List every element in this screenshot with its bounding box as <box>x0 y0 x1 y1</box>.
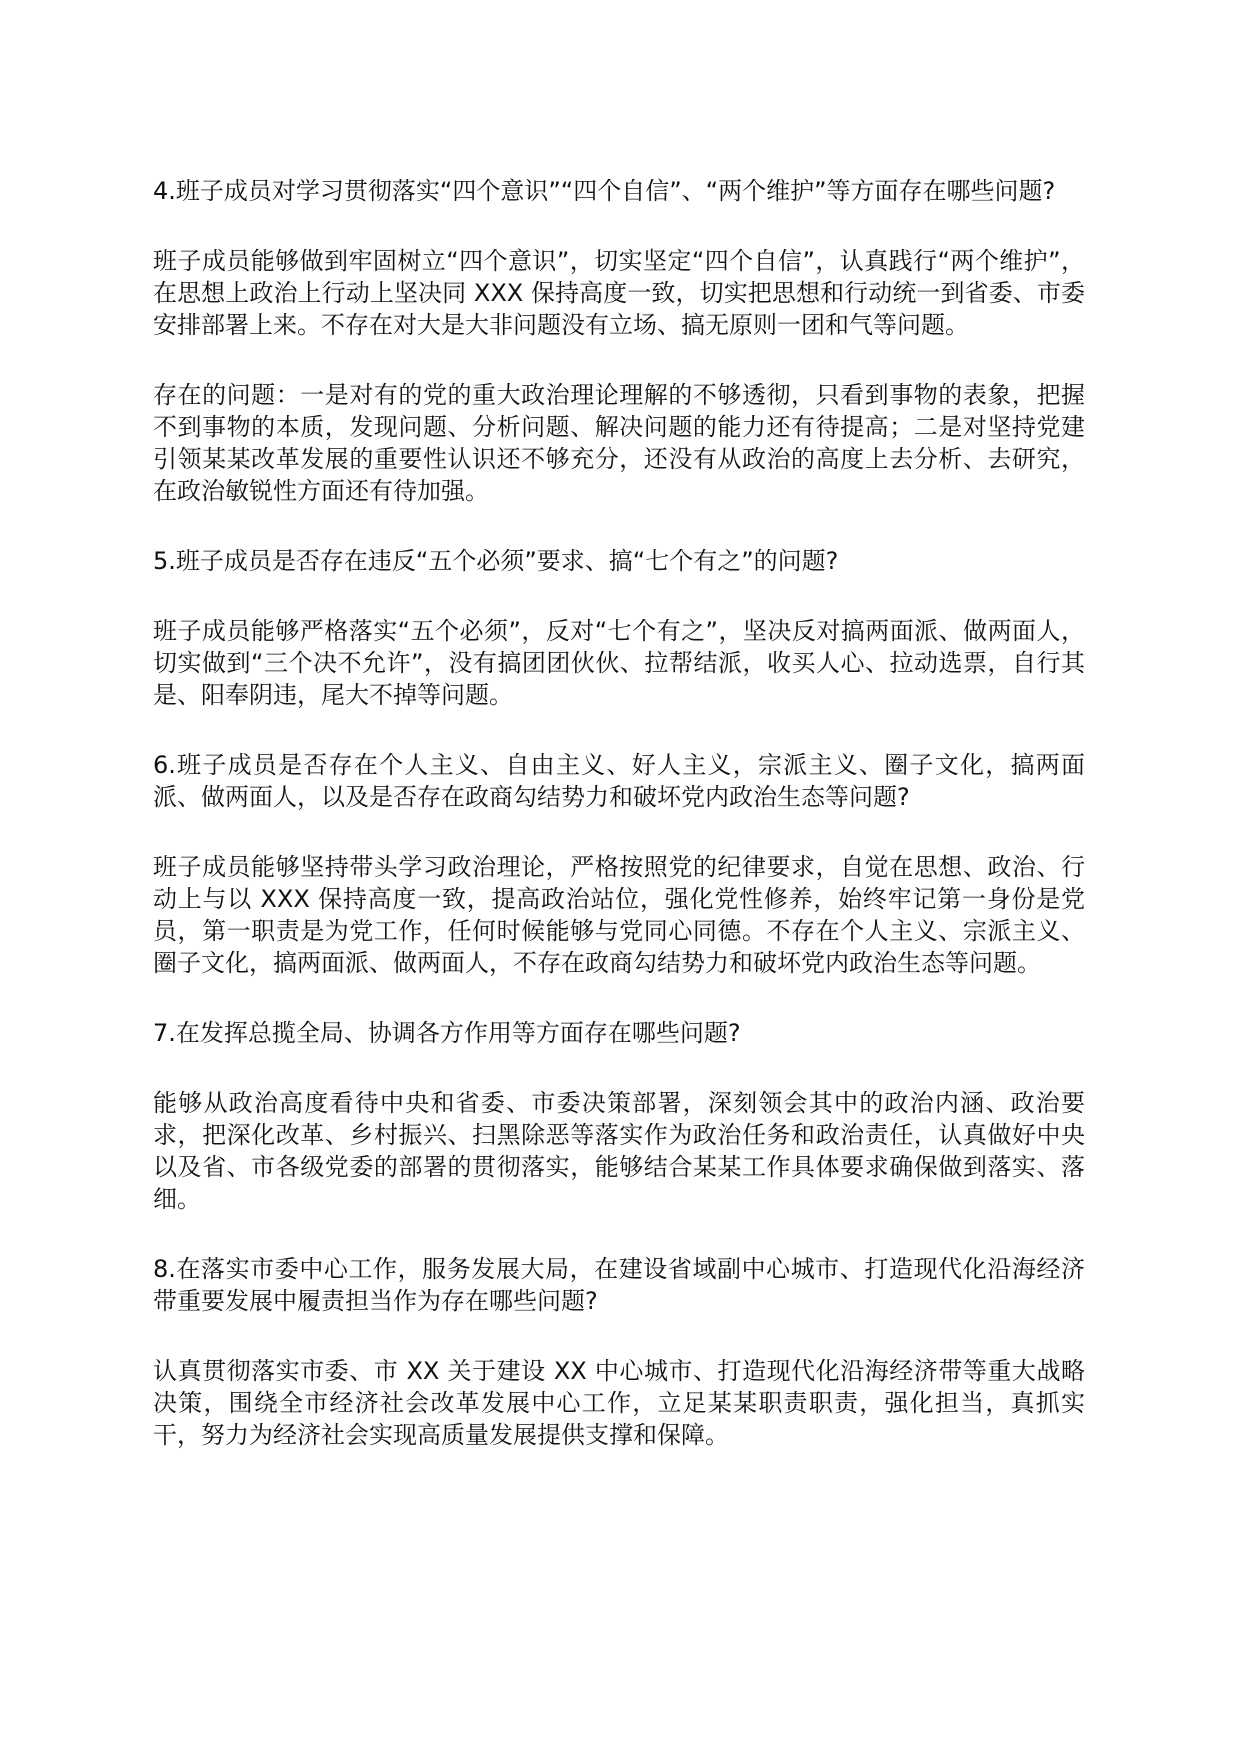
question-6: 6.班子成员是否存在个人主义、自由主义、好人主义，宗派主义、圈子文化，搞两面派、做两面人，以及是否存在政商勾结势力和破坏党内政治生态等问题? <box>153 751 1085 811</box>
question-8: 8.在落实市委中心工作，服务发展大局，在建设省域副中心城市、打造现代化沿海经济带重要发展中履责担当作为存在哪些问题? <box>153 1255 1085 1315</box>
answer-5: 班子成员能够严格落实“五个必须”，反对“七个有之”，坚决反对搞两面派、做两面人，切实做到“三个决不允许”，没有搞团团伙伙、拉帮结派，收买人心、拉动选票，自行其是、阳奉阴违，尾大不掉等问题。 <box>153 617 1085 709</box>
answer-4: 班子成员能够做到牢固树立“四个意识”，切实坚定“四个自信”，认真践行“两个维护”，在思想上政治上行动上坚决同 XXX 保持高度一致，切实把思想和行动统一到省委、市委安排部署上来。不存在对大是大非问题没有立场、搞无原则一团和气等问题。 <box>153 247 1085 339</box>
answer-7: 能够从政治高度看待中央和省委、市委决策部署，深刻领会其中的政治内涵、政治要求，把深化改革、乡村振兴、扫黑除恶等落实作为政治任务和政治责任，认真做好中央以及省、市各级党委的部署的贯彻落实，能够结合某某工作具体要求确保做到落实、落细。 <box>153 1089 1085 1213</box>
question-4: 4.班子成员对学习贯彻落实“四个意识”“四个自信”、“两个维护”等方面存在哪些问题? <box>153 177 1056 205</box>
answer-6: 班子成员能够坚持带头学习政治理论，严格按照党的纪律要求，自觉在思想、政治、行动上与以 XXX 保持高度一致，提高政治站位，强化党性修养，始终牢记第一身份是党员，第一职责是为党工作，任何时候能够与党同心同德。不存在个人主义、宗派主义、圈子文化，搞两面派、做两面人，不存在政商勾结势力和破坏党内政治生态等问题。 <box>153 853 1085 977</box>
question-5: 5.班子成员是否存在违反“五个必须”要求、搞“七个有之”的问题? <box>153 547 839 575</box>
answer-8: 认真贯彻落实市委、市 XX 关于建设 XX 中心城市、打造现代化沿海经济带等重大战略决策，围绕全市经济社会改革发展中心工作，立足某某职责职责，强化担当，真抓实干，努力为经济社会实现高质量发展提供支撑和保障。 <box>153 1357 1085 1449</box>
document-body <box>153 175 1085 1489</box>
answer-4-problems: 存在的问题：一是对有的党的重大政治理论理解的不够透彻，只看到事物的表象，把握不到事物的本质，发现问题、分析问题、解决问题的能力还有待提高；二是对坚持党建引领某某改革发展的重要性认识还不够充分，还没有从政治的高度上去分析、去研究，在政治敏锐性方面还有待加强。 <box>153 381 1085 505</box>
question-7: 7.在发挥总揽全局、协调各方作用等方面存在哪些问题? <box>153 1019 741 1047</box>
